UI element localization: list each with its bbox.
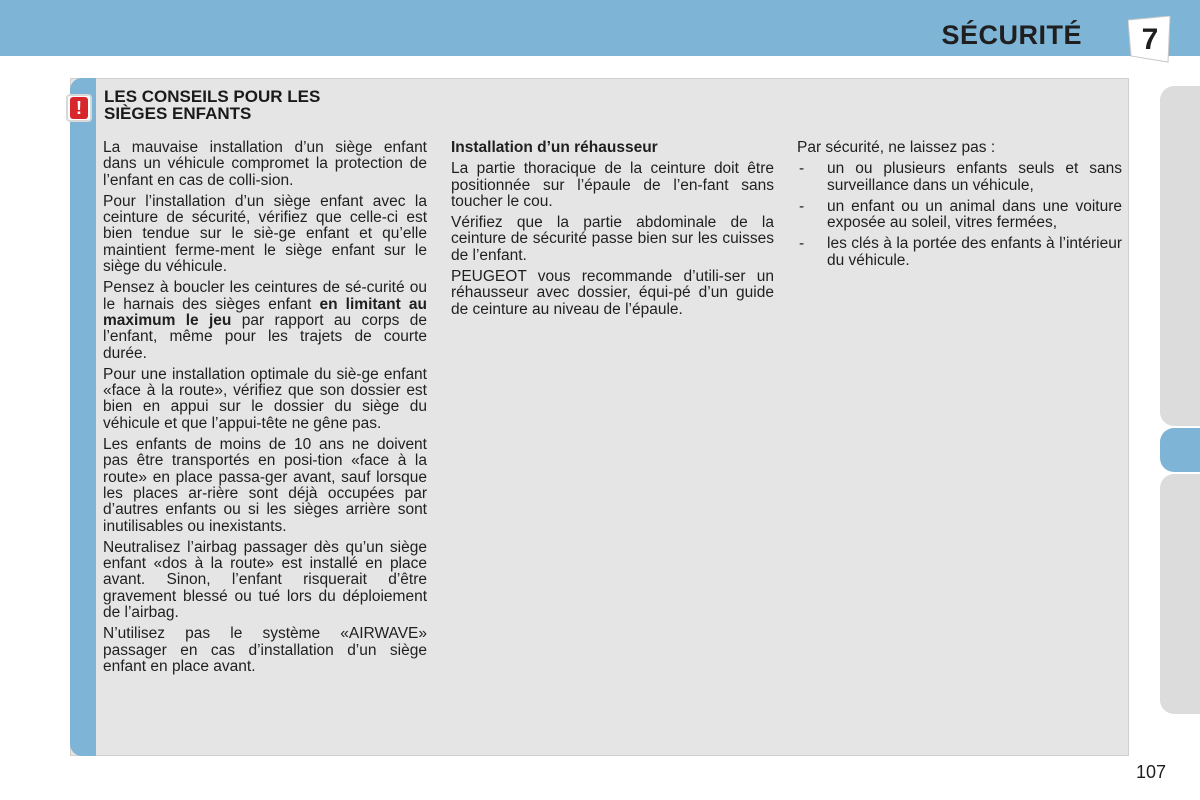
- paragraph: Les enfants de moins de 10 ans ne doivent pas être transportés en posi-tion «face à la route» en place passa-ger avant, sauf lorsque les places ar-rière sont déjà occupées par d’autres enfants ou si les sièges arrière sont inutilisables ou inexistants.: [103, 436, 427, 535]
- list-item: [797, 199, 1122, 232]
- subsection-title: Installation d’un réhausseur: [451, 139, 658, 156]
- bullet-dash: -: [799, 235, 805, 253]
- side-tab-active-chapter: [1160, 428, 1200, 472]
- bullet-dash: -: [799, 160, 805, 178]
- section-title: [104, 88, 424, 122]
- list-item-text: un enfant ou un animal dans une voiture exposée au soleil, vitres fermées,: [827, 197, 1122, 232]
- panel-accent-strip: [70, 78, 96, 756]
- column-general-advice: [103, 140, 427, 680]
- page-number: 107: [1136, 762, 1167, 782]
- side-tab-upper: [1160, 86, 1200, 426]
- bullet-dash: -: [799, 197, 805, 215]
- section-title-line1: LES CONSEILS POUR LES: [104, 87, 321, 106]
- list-item: [797, 161, 1122, 194]
- list-item: [797, 236, 1122, 269]
- side-tab-lower: [1160, 474, 1200, 714]
- column-booster-seat: [451, 140, 774, 323]
- chapter-number: 7: [1141, 23, 1159, 56]
- warning-glyph: !: [70, 97, 88, 119]
- column-safety-list: [797, 140, 1122, 274]
- text-run: par rapport au corps de l’enfant, même pour les trajets de courte durée.: [103, 311, 427, 362]
- safety-list: [797, 161, 1122, 269]
- paragraph: La mauvaise installation d’un siège enfant dans un véhicule compromet la protection de l’enfant en cas de colli-sion.: [103, 139, 427, 189]
- paragraph: N’utilisez pas le système «AIRWAVE» passager en cas d’installation d’un siège enfant en place avant.: [103, 625, 427, 675]
- paragraph: Pour une installation optimale du siè-ge enfant «face à la route», vérifiez que son dossier est bien en appui sur le dossier du siège du véhicule et que l’appui-tête ne gêne pas.: [103, 365, 427, 432]
- paragraph: Neutralisez l’airbag passager dès qu’un siège enfant «dos à la route» est installé en place avant. Sinon, l’enfant risquerait d’être gravement blessé ou tué lors du déploiement de l’airbag.: [103, 538, 427, 622]
- paragraph: Vérifiez que la partie abdominale de la ceinture de sécurité passe bien sur les cuisses de l’enfant.: [451, 214, 774, 264]
- list-item-text: les clés à la portée des enfants à l’intérieur du véhicule.: [827, 235, 1122, 269]
- paragraph: Pour l’installation d’un siège enfant avec la ceinture de sécurité, vérifiez que celle-ci est bien tendue sur le siè-ge enfant et qu’elle maintient ferme-ment le siège enfant sur le siège du véhicule.: [103, 192, 427, 276]
- paragraph: La partie thoracique de la ceinture doit être positionnée sur l’épaule de l’en-fant sans toucher le cou.: [451, 160, 774, 210]
- text-run: Pensez à boucler les ceintures de sé-curité ou le harnais des sièges enfant: [103, 279, 427, 313]
- paragraph: PEUGEOT vous recommande d’utili-ser un réhausseur avec dossier, équi-pé d’un guide de ceinture au niveau de l’épaule.: [451, 268, 774, 318]
- section-title-line2: SIÈGES ENFANTS: [104, 104, 252, 123]
- emphasis-text: en limitant au maximum le jeu: [103, 295, 428, 329]
- paragraph-with-emphasis: [103, 280, 427, 361]
- warning-icon: [66, 94, 92, 122]
- list-intro: Par sécurité, ne laissez pas :: [797, 139, 996, 156]
- chapter-title: SÉCURITÉ: [941, 20, 1082, 50]
- list-item-text: un ou plusieurs enfants seuls et sans surveillance dans un véhicule,: [827, 160, 1122, 194]
